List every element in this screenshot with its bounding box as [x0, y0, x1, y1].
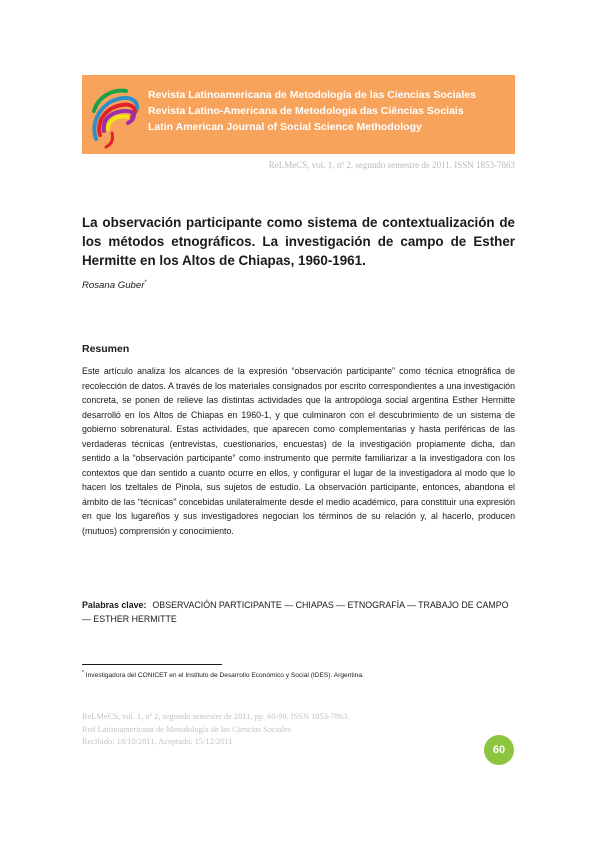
journal-name-en: Latin American Journal of Social Science Methodology — [148, 121, 422, 133]
author-footnote-mark[interactable]: * — [144, 280, 147, 286]
keywords — [82, 598, 515, 626]
issue-line: ReLMeCS, vol. 1, nº 2, segundo semestre de 2011. ISSN 1853-7863 — [268, 160, 515, 170]
footer-reference — [82, 711, 349, 749]
footnote-text: Investigadora del CONICET en el Instituto de Desarrollo Económico y Social (IDES). Argentina. — [83, 672, 364, 680]
journal-names — [148, 87, 476, 135]
journal-name-es: Revista Latinoamericana de Metodología de las Ciencias Sociales — [148, 89, 476, 101]
journal-header-band — [82, 75, 515, 154]
swirl-logo-icon — [88, 81, 144, 149]
footer-citation: ReLMeCS, vol. 1, nº 2, segundo semestre de 2011, pp. 60-90. ISSN 1853-7863. — [82, 712, 350, 721]
keywords-value: OBSERVACIÓN PARTICIPANTE — CHIAPAS — ETNOGRAFÍA — TRABAJO DE CAMPO — ESTHER HERMITTE — [82, 600, 509, 624]
footnote-divider — [82, 664, 222, 665]
keywords-label: Palabras clave: — [82, 600, 147, 610]
footer-dates: Recibido: 18/10/2011, Aceptado: 15/12/2011 — [82, 737, 233, 746]
footnote-mark: * — [82, 670, 84, 676]
article-title: La observación participante como sistema de contextualización de los métodos etnográficos. La investigación de campo de Esther Hermitte en los Altos de Chiapas, 1960-1961. — [82, 215, 515, 268]
page-number-badge: 60 — [484, 735, 514, 765]
abstract-heading: Resumen — [82, 343, 130, 355]
author-line — [82, 280, 147, 291]
footnote — [82, 670, 364, 679]
footer-network: Red Latinoamericana de Metodología de las Ciencias Sociales — [82, 724, 292, 734]
author-name: Rosana Guber — [82, 280, 145, 292]
journal-name-pt: Revista Latino-Americana de Metodologia das Ciências Sociais — [148, 105, 464, 117]
abstract-body: Este artículo analiza los alcances de la expresión “observación participante” como técnica etnográfica de recolección de datos. A través de los materiales consignados por escrito correspondientes a una investigación concreta, se ponen de relieve las distintas actividades que la antropóloga social argentina Esther Hermitte desarrolló en los Altos de Chiapas en 1960-1, y que culminaron con el descubrimiento de un sistema de gobierno sobrenatural. Estas actividades, que aparecen como complementarias y hasta periféricas de las verdaderas técnicas (entrevistas, cuestionarios, encuestas) de la investigación propiamente dicha, dan sentido a la “observación participante” como instrumento que permite familiarizar a la investigadora con los contextos que dan sentido a cuanto ocurre en ellos, y configurar el lugar de la investigadora al modo que lo hacen los tzeltales de Pinola, sus sujetos de estudio. La observación participante, entonces, abandona el ámbito de las “técnicas” concebidas unilateralmente desde el medio académico, para constituir una expresión en que los lugareños y sus investigadores negocian los términos de su relación y, al hacerlo, producen (mutuos) comprensión y conocimiento. — [82, 366, 515, 536]
